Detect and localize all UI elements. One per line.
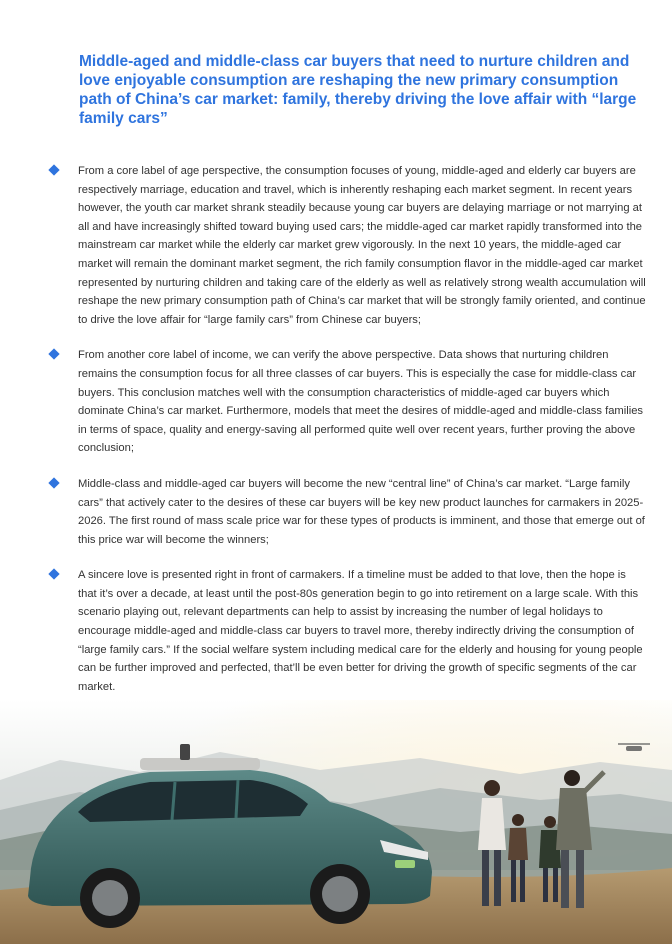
family-car-scene-illustration: [0, 700, 672, 944]
diamond-icon: [48, 349, 59, 360]
bullet-text: From another core label of income, we can verify the above perspective. Data shows that nurturing children remains the consumption focus for all three classes of car buyers. This is especially the case for middle-class car buyers. This conclusion matches well with the consumption characteristics of middle-aged car buyers which dominate China’s car market. Furthermore, models that meet the desires of middle-aged and middle-class families in terms of space, quality and energy-saving all performed quite well over recent years, further proving the above conclusion;: [78, 349, 644, 455]
bullet-item-4: [46, 566, 646, 696]
bullet-text: From a core label of age perspective, the consumption focuses of young, middle-aged and elderly car buyers are respectively marriage, education and travel, which is inherently reshaping each market segment. In recent years however, the youth car market shrank steadily because young car buyers are delaying marriage or not marrying at all and have increasingly shifted toward buying used cars; the middle-aged car market rapidly transformed into the mainstream car market while the elderly car market grew vigorously. In the next 10 years, the middle-aged car market will remain the dominant market segment, the rich family consumption flavor in the middle-aged car market represented by nurturing children and taking care of the elderly as well as relatively strong wealth accumulation will reshape the new primary consumption path of China’s car market that will be strongly family oriented, and continue to drive the love affair for “large family cars” from Chinese car buyers;: [78, 165, 646, 326]
bullet-list: [46, 162, 646, 713]
bullet-item-3: [46, 475, 646, 549]
diamond-icon: [48, 477, 59, 488]
bullet-text: A sincere love is presented right in front of carmakers. If a timeline must be added to that love, then the hope is that it’s over a decade, at least until the post-80s generation begin to go into retirement on a large scale. With this scenario playing out, relevant departments can help to assist by increasing the number of legal holidays to encourage middle-aged and middle-class car buyers to travel more, thereby indirectly driving the consumption of “large family cars.” If the social welfare system including medical care for the elderly and housing for young people can be further improved and perfected, that’ll be even better for driving the growth of specific segments of the car market.: [78, 569, 643, 693]
bullet-item-1: [46, 162, 646, 329]
bullet-item-2: [46, 346, 646, 458]
diamond-icon: [48, 164, 59, 175]
bullet-text: Middle-class and middle-aged car buyers will become the new “central line” of China’s car market. “Large family cars” that actively cater to the desires of these car buyers will be key new product launches for carmakers in 2025-2026. The first round of mass scale price war for these types of products is imminent, and those that emerge out of this price war will become the winners;: [78, 477, 645, 546]
page-title: Middle-aged and middle-class car buyers that need to nurture children and love enjoyable consumption are reshaping the new primary consumption path of China’s car market: family, thereby driving the love affair with “large family cars”: [79, 53, 637, 127]
diamond-icon: [48, 569, 59, 580]
